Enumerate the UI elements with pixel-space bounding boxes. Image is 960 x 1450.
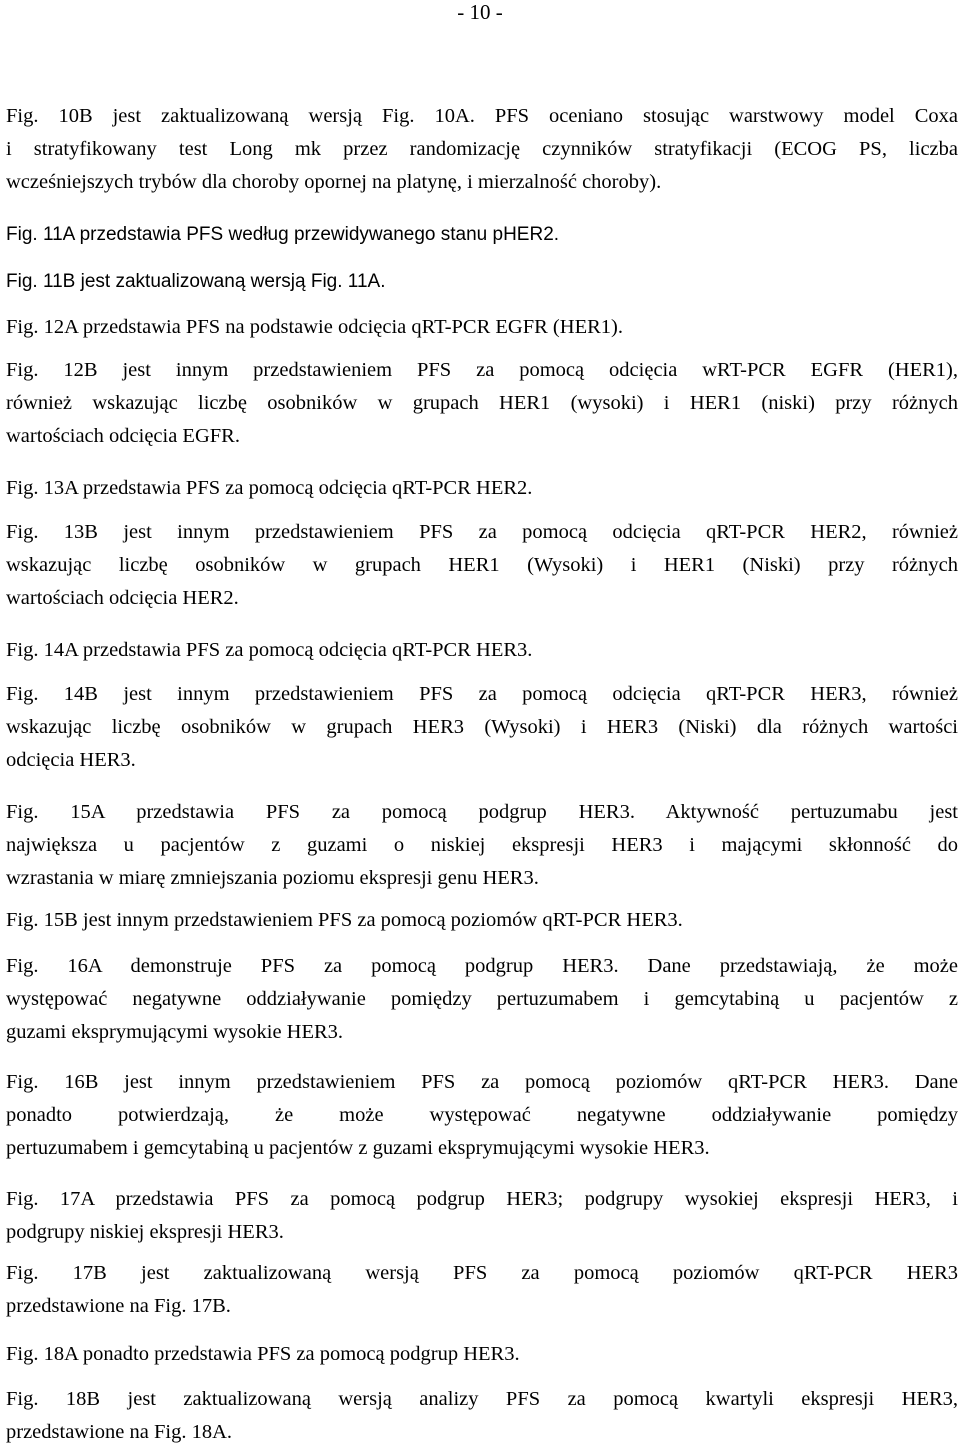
- text-line: przedstawione na Fig. 17B.: [6, 1295, 231, 1317]
- paragraph: [6, 634, 958, 667]
- paragraph: [6, 516, 958, 615]
- paragraph: [6, 678, 958, 777]
- text-line: wzrastania w miarę zmniejszania poziomu ekspresji genu HER3.: [6, 867, 539, 889]
- paragraph: [6, 904, 958, 937]
- text-line: wcześniejszych trybów dla choroby opornej na platynę, i mierzalność choroby).: [6, 171, 662, 193]
- text-line: wartościach odcięcia EGFR.: [6, 425, 240, 447]
- text-line: pertuzumabem i gemcytabiną u pacjentów z guzami eksprymującymi wysokie HER3.: [6, 1137, 710, 1159]
- paragraph: [6, 1383, 958, 1449]
- text-line: Fig. 16B jest innym przedstawieniem PFS za pomocą poziomów qRT-PCR HER3. Dane: [6, 1071, 958, 1093]
- text-line: odcięcia HER3.: [6, 749, 136, 771]
- paragraph: [6, 796, 958, 895]
- text-line: największa u pacjentów z guzami o niskiej ekspresji HER3 i mającymi skłonność do: [6, 834, 958, 856]
- paragraph: [6, 1066, 958, 1165]
- text-line: Fig. 18A ponadto przedstawia PFS za pomocą podgrup HER3.: [6, 1343, 520, 1365]
- text-line: wartościach odcięcia HER2.: [6, 587, 239, 609]
- text-line: Fig. 15B jest innym przedstawieniem PFS za pomocą poziomów qRT-PCR HER3.: [6, 909, 683, 931]
- page-number: - 10 -: [457, 0, 503, 24]
- paragraph: [6, 100, 958, 199]
- text-line: przedstawione na Fig. 18A.: [6, 1421, 233, 1443]
- text-line: Fig. 10B jest zaktualizowaną wersją Fig. 10A. PFS oceniano stosując warstwowy model Coxa: [6, 105, 958, 127]
- text-line: również wskazując liczbę osobników w grupach HER1 (wysoki) i HER1 (niski) przy różnych: [6, 392, 958, 414]
- paragraph: [6, 311, 958, 344]
- paragraph: [6, 472, 958, 505]
- paragraph: [6, 218, 958, 251]
- text-line: guzami eksprymującymi wysokie HER3.: [6, 1021, 344, 1043]
- text-line: Fig. 14B jest innym przedstawieniem PFS za pomocą odcięcia qRT-PCR HER3, również: [6, 683, 958, 705]
- text-line: podgrupy niskiej ekspresji HER3.: [6, 1221, 284, 1243]
- text-line: Fig. 14A przedstawia PFS za pomocą odcięcia qRT-PCR HER3.: [6, 639, 533, 661]
- text-line: Fig. 13A przedstawia PFS za pomocą odcięcia qRT-PCR HER2.: [6, 477, 533, 499]
- text-line: Fig. 15A przedstawia PFS za pomocą podgrup HER3. Aktywność pertuzumabu jest: [6, 801, 958, 823]
- text-line: Fig. 11B jest zaktualizowaną wersją Fig. 11A.: [6, 271, 386, 292]
- text-line: wskazując liczbę osobników w grupach HER3 (Wysoki) i HER3 (Niski) dla różnych wartości: [6, 716, 958, 738]
- text-line: Fig. 12B jest innym przedstawieniem PFS za pomocą odcięcia wRT-PCR EGFR (HER1),: [6, 359, 958, 381]
- text-line: Fig. 18B jest zaktualizowaną wersją analizy PFS za pomocą kwartyli ekspresji HER3,: [6, 1388, 958, 1410]
- text-line: Fig. 12A przedstawia PFS na podstawie odcięcia qRT-PCR EGFR (HER1).: [6, 316, 623, 338]
- text-line: i stratyfikowany test Long mk przez randomizację czynników stratyfikacji (ECOG PS, liczba: [6, 138, 958, 160]
- text-line: wskazując liczbę osobników w grupach HER1 (Wysoki) i HER1 (Niski) przy różnych: [6, 554, 958, 576]
- paragraph: [6, 265, 958, 298]
- paragraph: [6, 1338, 958, 1371]
- paragraph: [6, 354, 958, 453]
- text-line: Fig. 17A przedstawia PFS za pomocą podgrup HER3; podgrupy wysokiej ekspresji HER3, i: [6, 1188, 958, 1210]
- paragraph: [6, 1257, 958, 1323]
- text-line: Fig. 13B jest innym przedstawieniem PFS za pomocą odcięcia qRT-PCR HER2, również: [6, 521, 958, 543]
- text-line: występować negatywne oddziaływanie pomiędzy pertuzumabem i gemcytabiną u pacjentów z: [6, 988, 958, 1010]
- paragraph: [6, 1183, 958, 1249]
- text-line: Fig. 17B jest zaktualizowaną wersją PFS za pomocą poziomów qRT-PCR HER3: [6, 1262, 958, 1284]
- paragraph: [6, 950, 958, 1049]
- text-line: ponadto potwierdzają, że może występować negatywne oddziaływanie pomiędzy: [6, 1104, 958, 1126]
- text-line: Fig. 11A przedstawia PFS według przewidywanego stanu pHER2.: [6, 224, 560, 245]
- text-line: Fig. 16A demonstruje PFS za pomocą podgrup HER3. Dane przedstawiają, że może: [6, 955, 958, 977]
